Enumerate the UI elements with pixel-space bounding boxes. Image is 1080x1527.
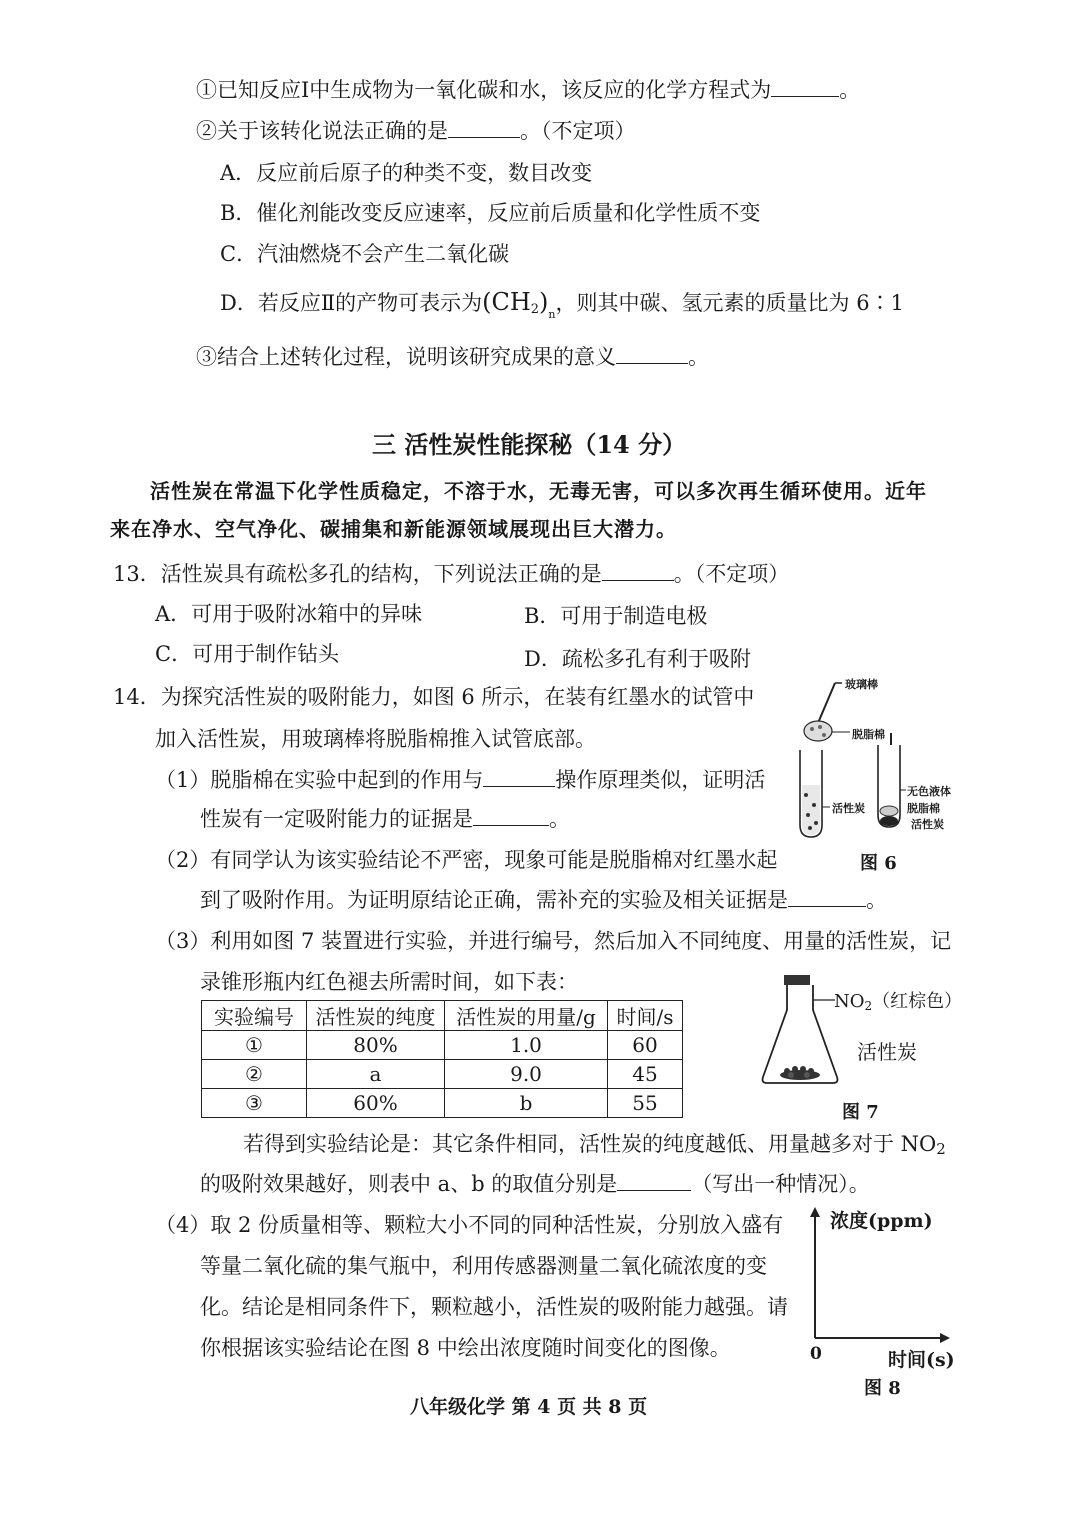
table-cell: 55 <box>608 1089 683 1118</box>
fig6-label-glass-rod: 玻璃棒 <box>845 678 878 691</box>
q14-part-4c: 化。结论是相同条件下，颗粒越小，活性炭的吸附能力越强。请 <box>200 1295 788 1319</box>
answer-blank <box>771 76 839 97</box>
option-a: A．反应前后原子的种类不变，数目改变 <box>220 161 593 185</box>
question-1-text: ①已知反应Ⅰ中生成物为一氧化碳和水，该反应的化学方程式为 <box>196 78 772 102</box>
question-2-text: ②关于该转化说法正确的是 <box>196 119 448 143</box>
figure-6-caption: 图 6 <box>860 853 897 874</box>
fig7-label-no2 <box>834 988 962 1020</box>
punct: 。 <box>688 345 709 369</box>
q13-option-b: B．可用于制造电极 <box>524 604 708 628</box>
q14-part-4a: （4）取 2 份质量相等、颗粒大小不同的同种活性炭，分别放入盛有 <box>155 1213 784 1237</box>
question-1-line <box>196 76 860 104</box>
question-13-note: 。（不定项） <box>673 562 790 586</box>
question-2-line <box>196 117 636 145</box>
table-header: 时间/s <box>608 1001 683 1031</box>
table-header-row <box>202 1001 683 1031</box>
y-axis-arrow <box>810 1207 820 1217</box>
experiment-table <box>201 1000 683 1118</box>
no2-subscript: 2 <box>936 1140 946 1158</box>
figure-7-flask <box>755 965 845 1090</box>
table-cell: 1.0 <box>445 1031 608 1060</box>
question-3-line <box>196 343 709 371</box>
fig6-label-cotton-2: 脱脂棉 <box>907 802 940 815</box>
option-c: C．汽油燃烧不会产生二氧化碳 <box>220 242 510 266</box>
answer-blank <box>473 805 549 826</box>
formula-ch: (CH <box>482 288 531 316</box>
figure-6-diagram <box>790 665 980 845</box>
table-cell: ① <box>202 1031 307 1060</box>
figure-8-caption: 图 8 <box>864 1378 901 1399</box>
table-row <box>202 1060 683 1089</box>
formula-subscript-n: n <box>548 308 556 321</box>
q13-option-a: A．可用于吸附冰箱中的异味 <box>155 602 423 626</box>
table-header: 实验编号 <box>202 1001 307 1031</box>
answer-blank <box>788 886 866 907</box>
formula-paren: ) <box>539 288 549 316</box>
flask-stopper <box>784 975 810 985</box>
no2-text: NO <box>834 991 865 1012</box>
q14-part-3c <box>243 1130 946 1163</box>
part-3d-text: 的吸附效果越好，则表中 a、b 的取值分别是 <box>200 1172 618 1196</box>
q14-part-1a <box>155 766 765 794</box>
answer-blank <box>448 117 520 138</box>
q14-part-4b: 等量二氧化硫的集气瓶中，利用传感器测量二氧化硫浓度的变 <box>200 1254 767 1278</box>
table-cell: b <box>445 1089 608 1118</box>
fig6-label-colorless: 无色液体 <box>907 785 951 798</box>
punct: 。 <box>549 807 570 831</box>
question-2-note: 。（不定项） <box>520 119 636 143</box>
question-13-stem <box>113 560 789 588</box>
table-cell: 60 <box>608 1031 683 1060</box>
q14-part-2a: （2）有同学认为该实验结论不严密，现象可能是脱脂棉对红墨水起 <box>155 848 778 872</box>
q13-option-d: D．疏松多孔有利于吸附 <box>524 647 751 671</box>
table-row <box>202 1031 683 1060</box>
intro-line-2: 来在净水、空气净化、碳捕集和新能源领域展现出巨大潜力。 <box>110 517 677 541</box>
part-1-text: （1）脱脂棉在实验中起到的作用与 <box>155 768 484 792</box>
question-3-text: ③结合上述转化过程，说明该研究成果的意义 <box>196 345 616 369</box>
table-cell: ② <box>202 1060 307 1089</box>
table-cell: 60% <box>307 1089 445 1118</box>
table-header: 活性炭的用量/g <box>445 1001 608 1031</box>
table-cell: 45 <box>608 1060 683 1089</box>
table-header: 活性炭的纯度 <box>307 1001 445 1031</box>
option-d-tail: ，则其中碳、氢元素的质量比为 6∶1 <box>555 291 904 315</box>
fig8-x-label: 时间(s) <box>888 1349 955 1371</box>
fig6-label-carbon-left: 活性炭 <box>832 802 865 815</box>
answer-blank <box>602 560 674 581</box>
table-cell: 80% <box>307 1031 445 1060</box>
option-d <box>220 288 904 329</box>
figure-7-caption: 图 7 <box>842 1102 879 1123</box>
table-cell: a <box>307 1060 445 1089</box>
q13-option-c: C．可用于制作钻头 <box>155 642 340 666</box>
glass-rod-line <box>818 683 835 723</box>
table-row <box>202 1089 683 1118</box>
part-3d-tail: （写出一种情况）。 <box>691 1172 870 1196</box>
punct: 。 <box>839 78 861 102</box>
q14-part-3b: 录锥形瓶内红色褪去所需时间，如下表： <box>200 970 578 994</box>
answer-blank <box>616 343 688 364</box>
part-3c-text: 若得到实验结论是：其它条件相同，活性炭的纯度越低、用量越多对于 NO <box>243 1132 937 1156</box>
part-1b-text: 性炭有一定吸附能力的证据是 <box>200 807 473 831</box>
no2-note: （红棕色） <box>872 991 963 1012</box>
q14-part-3d <box>200 1170 870 1198</box>
x-axis-arrow <box>940 1333 950 1343</box>
punct: 。 <box>866 888 887 912</box>
answer-blank <box>617 1170 691 1191</box>
answer-blank <box>483 766 555 787</box>
question-13-text: 13．活性炭具有疏松多孔的结构，下列说法正确的是 <box>113 562 602 586</box>
q14-part-4d: 你根据该实验结论在图 8 中绘出浓度随时间变化的图像。 <box>200 1336 731 1360</box>
part-1-text-tail: 操作原理类似，证明活 <box>555 768 766 792</box>
q14-part-3a: （3）利用如图 7 装置进行实验，并进行编号，然后加入不同纯度、用量的活性炭，记 <box>155 929 952 953</box>
table-cell: 9.0 <box>445 1060 608 1089</box>
q14-part-1b <box>200 805 570 833</box>
option-b: B．催化剂能改变反应速率，反应前后质量和化学性质不变 <box>220 201 761 225</box>
q14-part-2b <box>200 886 887 914</box>
option-d-text: D．若反应Ⅱ的产物可表示为 <box>220 291 483 315</box>
section-title: 三 活性炭性能探秘（14 分） <box>372 430 687 459</box>
fig7-label-carbon: 活性炭 <box>857 1040 917 1064</box>
intro-line-1: 活性炭在常温下化学性质稳定，不溶于水，无毒无害，可以多次再生循环使用。近年 <box>150 479 927 503</box>
fig6-label-cotton: 脱脂棉 <box>852 728 885 741</box>
cotton-ball <box>804 721 832 741</box>
question-14-stem-1: 14．为探究活性炭的吸附能力，如图 6 所示，在装有红墨水的试管中 <box>113 685 755 709</box>
page-footer: 八年级化学 第 4 页 共 8 页 <box>410 1396 648 1418</box>
fig6-label-carbon-right: 活性炭 <box>911 818 944 831</box>
question-14-stem-2: 加入活性炭，用玻璃棒将脱脂棉推入试管底部。 <box>155 727 596 751</box>
formula-subscript: 2 <box>530 302 540 317</box>
fig8-y-label: 浓度(ppm) <box>830 1210 933 1232</box>
fig8-origin: 0 <box>810 1344 822 1364</box>
part-2b-text: 到了吸附作用。为证明原结论正确，需补充的实验及相关证据是 <box>200 888 788 912</box>
no2-sub: 2 <box>864 999 873 1013</box>
table-cell: ③ <box>202 1089 307 1118</box>
